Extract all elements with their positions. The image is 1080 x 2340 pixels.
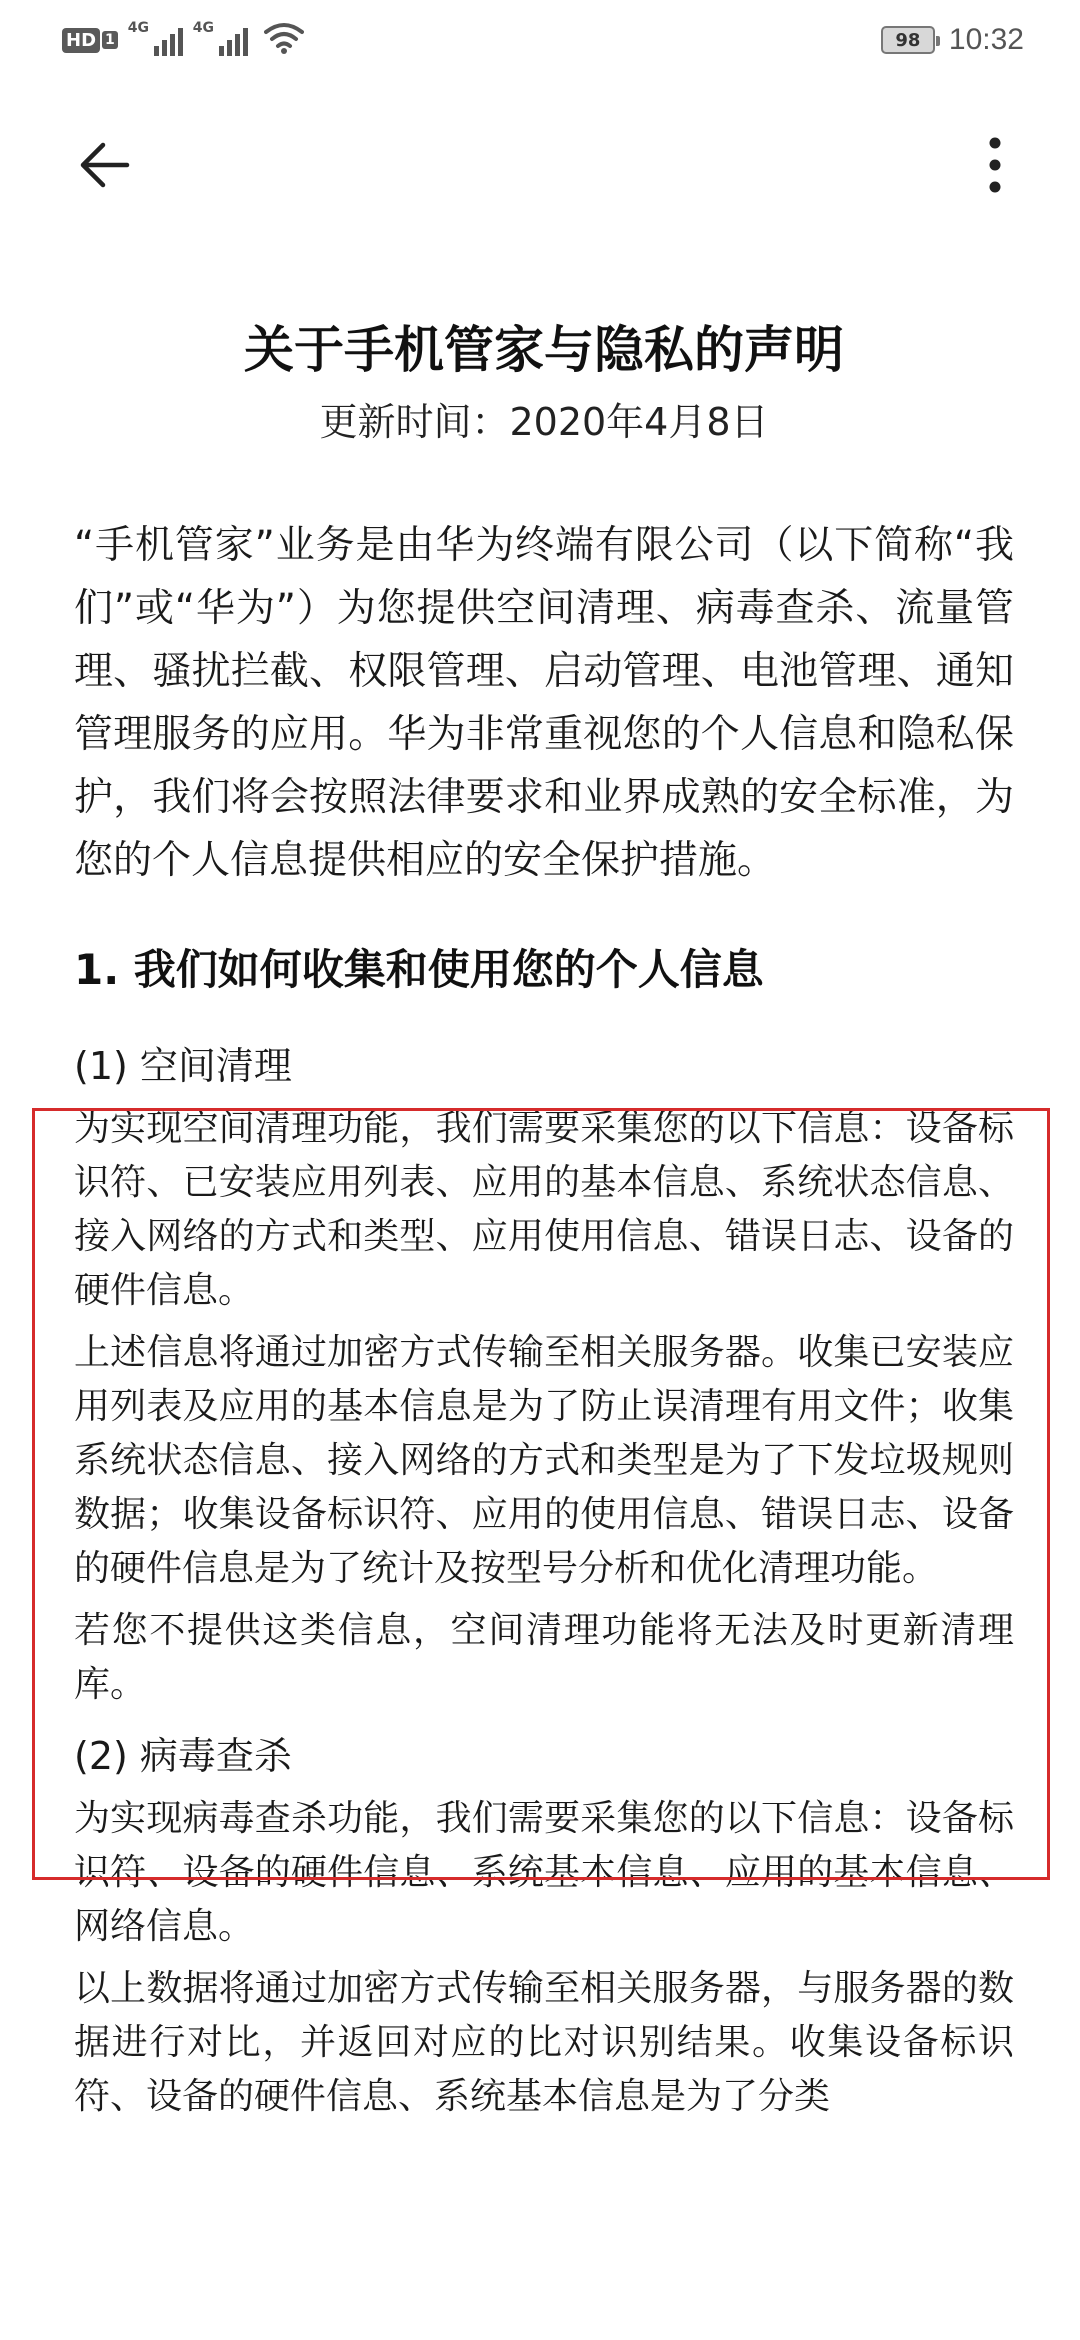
app-bar bbox=[0, 100, 1080, 230]
status-bar bbox=[0, 0, 1080, 80]
paragraph: 以上数据将通过加密方式传输至相关服务器，与服务器的数据进行对比，并返回对应的比对识别结果。收集设备标识符、设备的硬件信息、系统基本信息是为了分类 bbox=[74, 1968, 1014, 2117]
paragraph: 为实现病毒查杀功能，我们需要采集您的以下信息：设备标识符、设备的硬件信息、系统基本信息、应用的基本信息、网络信息。 bbox=[74, 1798, 1014, 1947]
sim2-network-gen: 4G bbox=[192, 20, 214, 36]
battery-level: 98 bbox=[895, 29, 921, 51]
update-time: 更新时间：2020年4月8日 bbox=[319, 400, 769, 444]
paragraph: 若您不提供这类信息，空间清理功能将无法及时更新清理库。 bbox=[74, 1610, 1014, 1705]
page-title: 关于手机管家与隐私的声明 bbox=[244, 321, 844, 379]
more-options-button[interactable] bbox=[970, 130, 1020, 200]
paragraph: 上述信息将通过加密方式传输至相关服务器。收集已安装应用列表及应用的基本信息是为了防止误清理有用文件；收集系统状态信息、接入网络的方式和类型是为了下发垃圾规则数据；收集设备标识符、应用的使用信息、错误日志、设备的硬件信息是为了统计及按型号分析和优化清理功能。 bbox=[74, 1332, 1014, 1589]
hd-label: HD bbox=[62, 28, 100, 53]
signal-sim1-icon bbox=[127, 20, 183, 56]
battery-icon bbox=[881, 26, 935, 54]
status-right-group bbox=[881, 20, 1024, 60]
hd-voice-icon bbox=[62, 28, 118, 53]
wifi-icon bbox=[264, 22, 304, 58]
section-heading: 1. 我们如何收集和使用您的个人信息 bbox=[74, 945, 764, 994]
arrow-left-icon bbox=[75, 135, 135, 195]
status-left-group bbox=[62, 20, 304, 60]
paragraph: 为实现空间清理功能，我们需要采集您的以下信息：设备标识符、已安装应用列表、应用的基本信息、系统状态信息、接入网络的方式和类型、应用使用信息、错误日志、设备的硬件信息。 bbox=[74, 1108, 1014, 1311]
signal-sim2-icon bbox=[192, 20, 248, 56]
subsection-space-clean bbox=[74, 1038, 1014, 1712]
document-content bbox=[74, 318, 1014, 2124]
subsection-heading: (2) 病毒查杀 bbox=[74, 1734, 292, 1778]
intro-paragraph: “手机管家”业务是由华为终端有限公司（以下简称“我们”或“华为”）为您提供空间清理、病毒查杀、流量管理、骚扰拦截、权限管理、启动管理、电池管理、通知管理服务的应用。华为非常重视您的个人信息和隐私保护，我们将会按照法律要求和业界成熟的安全标准，为您的个人信息提供相应的安全保护措施。 bbox=[74, 523, 1014, 883]
status-clock: 10:32 bbox=[948, 23, 1024, 56]
more-vertical-icon bbox=[985, 133, 1005, 197]
hd-sub-label: 1 bbox=[102, 31, 118, 49]
sim1-network-gen: 4G bbox=[127, 20, 149, 36]
back-button[interactable] bbox=[70, 130, 140, 200]
subsection-heading: (1) 空间清理 bbox=[74, 1044, 292, 1088]
subsection-virus-scan bbox=[74, 1728, 1014, 2124]
